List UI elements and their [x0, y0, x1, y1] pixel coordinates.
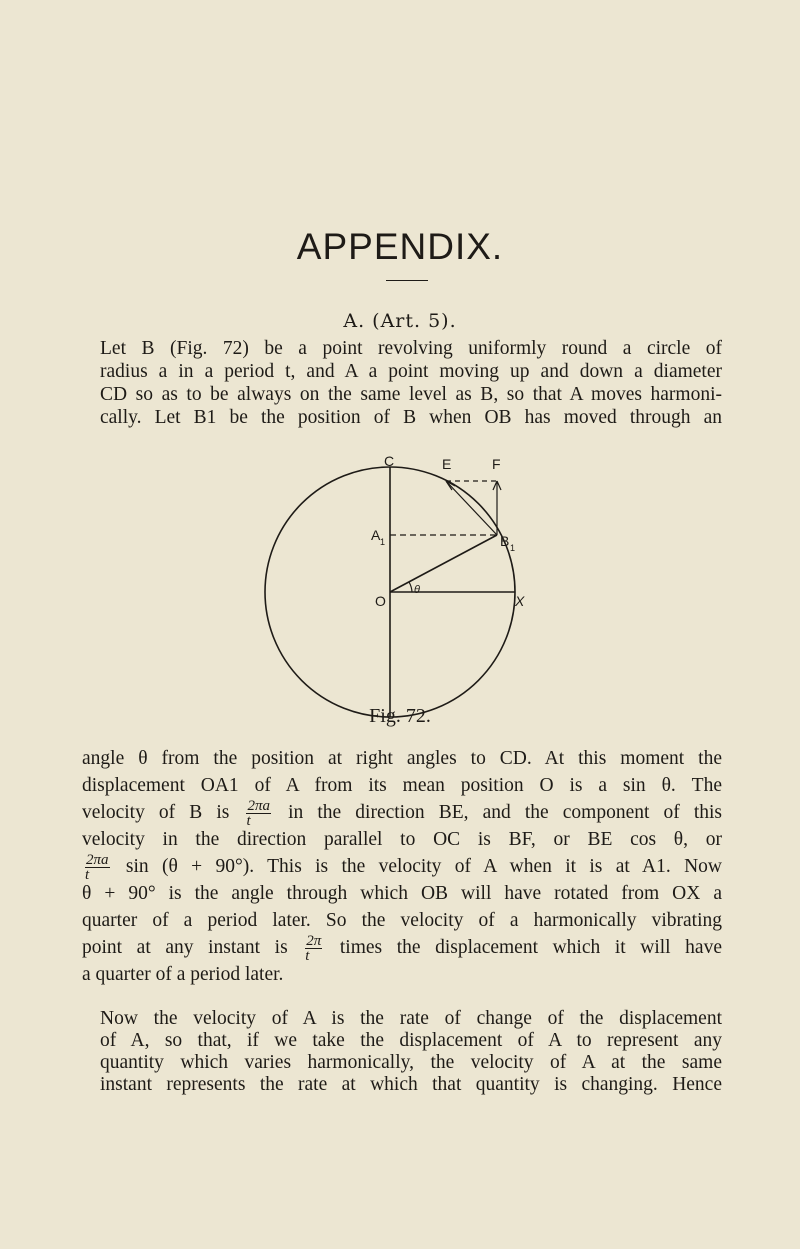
text-fragment: in the direction BE, and the component of this [288, 802, 723, 823]
text-line-with-fraction [82, 798, 723, 830]
fraction-2pi-over-t [305, 934, 322, 963]
paragraph-derivation [82, 745, 722, 988]
text-line: radius a in a period t, and A a point moving up and down a diameter [100, 361, 722, 382]
text-line: CD so as to be always on the same level as B, so that A moves harmoni- [100, 384, 722, 405]
label-f: F [492, 456, 501, 472]
text-line: displacement OA1 of A from its mean position O is a sin θ. The [82, 775, 722, 796]
text-fragment: velocity of B is [82, 802, 230, 823]
appendix-heading: APPENDIX. [296, 226, 504, 267]
label-theta: θ [414, 584, 420, 596]
text-fragment: point at any instant is [82, 937, 288, 958]
label-e: E [442, 456, 452, 472]
section-title: A. (Art. 5). [343, 310, 457, 332]
label-b1: B [500, 533, 510, 549]
fraction-denominator: t [305, 948, 310, 965]
fraction-denominator: t [246, 813, 251, 830]
fraction-denominator: t [85, 867, 90, 884]
fraction-numerator: 2πa [247, 798, 270, 815]
text-fragment: sin (θ + 90°). This is the velocity of A when it is at A1. Now [125, 856, 722, 877]
text-line: Let B (Fig. 72) be a point revolving uniformly round a circle of [100, 338, 722, 359]
label-x: X [515, 593, 525, 609]
figure-caption: Fig. 72. [369, 705, 431, 727]
label-o: O [375, 593, 386, 609]
text-line: velocity in the direction parallel to OC is BF, or BE cos θ, or [82, 829, 722, 850]
paragraph-conclusion [82, 1008, 722, 1096]
text-line: cally. Let B1 be the position of B when OB has moved through an [100, 407, 722, 428]
text-line: of A, so that, if we take the displacement of A to represent any [100, 1030, 722, 1051]
label-a1: A [371, 527, 381, 543]
fraction-2pia-over-t [85, 853, 110, 882]
label-b1-sub: 1 [510, 543, 516, 553]
text-line-with-fraction [82, 852, 722, 884]
text-line: angle θ from the position at right angles to CD. At this moment the [82, 748, 722, 769]
text-line: quarter of a period later. So the velocity of a harmonically vibrating [82, 910, 722, 931]
velocity-be [446, 481, 497, 535]
text-line: Now the velocity of A is the rate of change of the displacement [100, 1008, 722, 1029]
radius-ob1 [390, 535, 497, 592]
text-fragment: times the displacement which it will have [339, 937, 722, 958]
fraction-numerator: 2π [306, 933, 322, 950]
text-line: θ + 90° is the angle through which OB will have rotated from OX a [82, 883, 722, 904]
text-line-with-fraction [82, 933, 722, 965]
text-line: a quarter of a period later. [82, 964, 284, 985]
label-c: C [384, 453, 395, 469]
angle-arc [409, 582, 412, 592]
text-line: instant represents the rate at which that quantity is changing. Hence [100, 1074, 722, 1095]
text-line: quantity which varies harmonically, the velocity of A at the same [100, 1052, 722, 1073]
label-a1-sub: 1 [380, 537, 386, 547]
fraction-2pia-over-t [246, 799, 271, 828]
fraction-numerator: 2πa [86, 852, 109, 869]
